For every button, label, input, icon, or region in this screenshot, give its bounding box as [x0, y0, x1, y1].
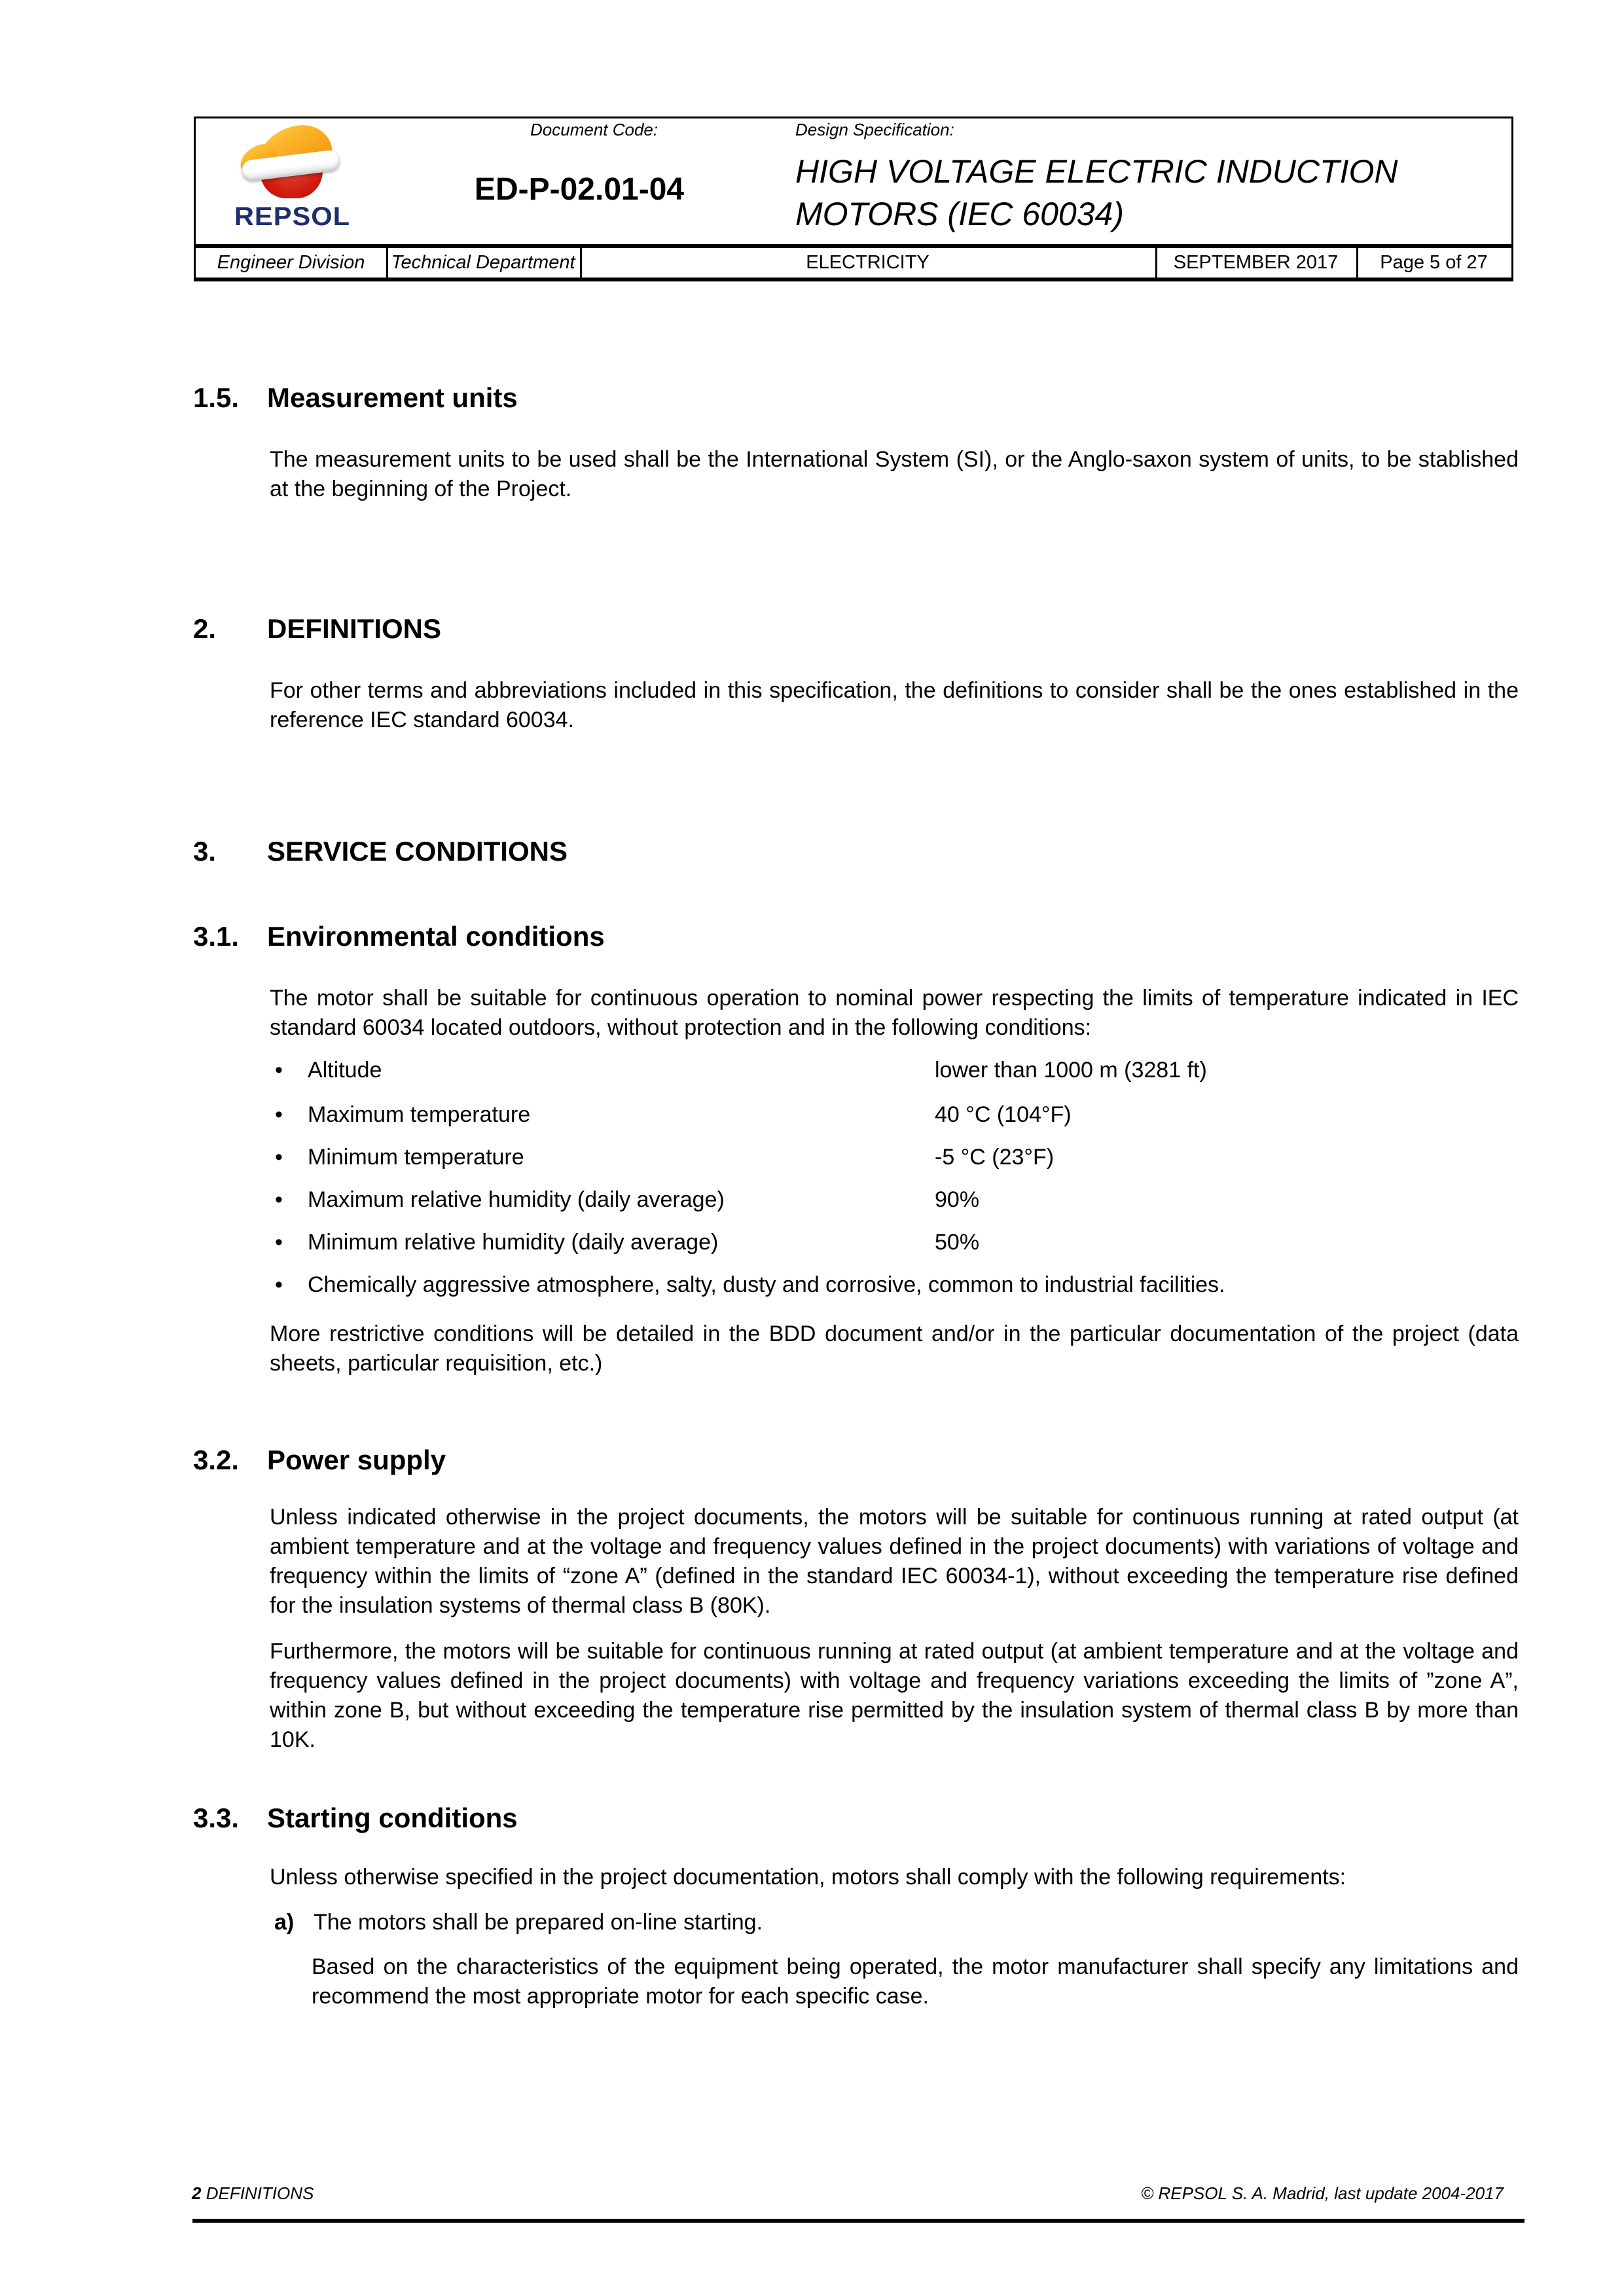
- bullet-text: Chemically aggressive atmosphere, salty, dusty and corrosive, common to industrial facilities.: [308, 1272, 1225, 1297]
- heading-3: [193, 834, 1519, 869]
- list-item-a: [274, 1908, 1519, 1937]
- bullet-value: -5 °C (23°F): [935, 1145, 1055, 1170]
- footer-copyright: © REPSOL S. A. Madrid, last update 2004-2017: [1141, 2183, 1504, 2203]
- bullet-value: lower than 1000 m (3281 ft): [935, 1058, 1207, 1083]
- bullet-label: Minimum temperature: [308, 1145, 524, 1170]
- bullet-altitude: [275, 1056, 1519, 1085]
- header-table: [194, 117, 1513, 281]
- heading-number: 3.: [193, 836, 217, 867]
- page-number-cell: Page 5 of 27: [1380, 252, 1488, 273]
- heading-number: 3.2.: [193, 1444, 240, 1475]
- discipline-cell: ELECTRICITY: [806, 252, 929, 273]
- heading-2: [193, 612, 1519, 646]
- paragraph-3-3-a: Based on the characteristics of the equipment being operated, the motor manufacturer shall specify any limitations and recommend the most appropriate motor for each specific case.: [312, 1954, 1519, 2009]
- bullet-label: Maximum relative humidity (daily average): [308, 1187, 725, 1212]
- paragraph-1-5: The measurement units to be used shall be the International System (SI), or the Anglo-saxon system of units, to be stablished at the beginning of the Project.: [270, 447, 1519, 501]
- heading-title: Environmental conditions: [267, 921, 605, 952]
- bullet-icon: •: [275, 1058, 283, 1083]
- bullet-atmosphere: [275, 1270, 1519, 1300]
- bullet-icon: •: [275, 1187, 283, 1212]
- paragraph-3-1-more: More restrictive conditions will be detailed in the BDD document and/or in the particular documentation of the project (data sheets, particular requisition, etc.): [270, 1321, 1519, 1376]
- footer-chapter: [192, 2182, 314, 2204]
- bullet-label: Altitude: [308, 1058, 382, 1083]
- bullet-max-temperature: [275, 1100, 1519, 1130]
- list-item-text: The motors shall be prepared on-line starting.: [314, 1910, 763, 1935]
- technical-department-cell: Technical Department: [391, 252, 575, 273]
- repsol-flame-icon: [240, 125, 341, 200]
- bullet-label: Minimum relative humidity (daily average): [308, 1230, 719, 1255]
- bullet-value: 90%: [935, 1187, 980, 1212]
- document-code: ED-P-02.01-04: [474, 172, 685, 207]
- heading-title: Power supply: [267, 1444, 446, 1475]
- heading-number: 1.5.: [193, 382, 240, 413]
- heading-3-1: [193, 920, 1519, 954]
- heading-number: 3.3.: [193, 1803, 240, 1833]
- footer-chapter-number: 2: [192, 2183, 202, 2203]
- heading-title: Measurement units: [267, 382, 518, 413]
- heading-3-2: [193, 1443, 1519, 1477]
- bullet-min-humidity: [275, 1228, 1519, 1257]
- bullet-icon: •: [275, 1145, 283, 1170]
- paragraph-3-1: The motor shall be suitable for continuous operation to nominal power respecting the limits of temperature indicated in IEC standard 60034 located outdoors, without protection and in the following conditions:: [270, 986, 1519, 1040]
- footer-chapter-name: DEFINITIONS: [206, 2183, 314, 2203]
- heading-number: 2.: [193, 613, 217, 644]
- heading-title: Starting conditions: [267, 1803, 518, 1833]
- repsol-logo: [228, 125, 356, 233]
- footer-rule: [192, 2219, 1525, 2223]
- heading-3-3: [193, 1801, 1519, 1835]
- heading-1-5: [193, 381, 1519, 415]
- document-title: HIGH VOLTAGE ELECTRIC INDUCTION MOTORS (IEC 60034): [795, 153, 1398, 232]
- list-item-marker: a): [274, 1910, 295, 1935]
- bullet-label: Maximum temperature: [308, 1102, 531, 1127]
- bullet-min-temperature: [275, 1143, 1519, 1172]
- bullet-max-humidity: [275, 1185, 1519, 1215]
- heading-title: SERVICE CONDITIONS: [267, 836, 568, 867]
- document-code-label: Document Code:: [530, 120, 659, 139]
- paragraph-2: For other terms and abbreviations included in this specification, the definitions to consider shall be the ones established in the reference IEC standard 60034.: [270, 678, 1519, 732]
- bullet-icon: •: [275, 1102, 283, 1127]
- bullet-value: 50%: [935, 1230, 980, 1255]
- heading-number: 3.1.: [193, 921, 240, 952]
- engineer-division-cell: Engineer Division: [217, 252, 365, 273]
- bullet-icon: •: [275, 1230, 283, 1255]
- bullet-value: 40 °C (104°F): [935, 1102, 1072, 1127]
- heading-title: DEFINITIONS: [267, 613, 442, 644]
- paragraph-3-3: Unless otherwise specified in the project documentation, motors shall comply with the following requirements:: [270, 1865, 1346, 1890]
- paragraph-3-2-a: Unless indicated otherwise in the project documents, the motors will be suitable for continuous running at rated output (at ambient temperature and at the voltage and frequency values defined in the project documents) with variations of voltage and frequency within the limits of “zone A” (defined in the standard IEC 60034-1), without exceeding the temperature rise defined for the insulation systems of thermal class B (80K).: [270, 1505, 1519, 1618]
- brand-wordmark: REPSOL: [234, 202, 351, 231]
- date-cell: SEPTEMBER 2017: [1173, 252, 1339, 273]
- bullet-icon: •: [275, 1272, 283, 1297]
- design-spec-label: Design Specification:: [795, 120, 954, 139]
- paragraph-3-2-b: Furthermore, the motors will be suitable for continuous running at rated output (at ambient temperature and at the voltage and frequency values defined in the project documents) with voltage and frequency variations exceeding the limits of ”zone A”, within zone B, but without exceeding the temperature rise permitted by the insulation system of thermal class B by more than 10K.: [270, 1639, 1519, 1752]
